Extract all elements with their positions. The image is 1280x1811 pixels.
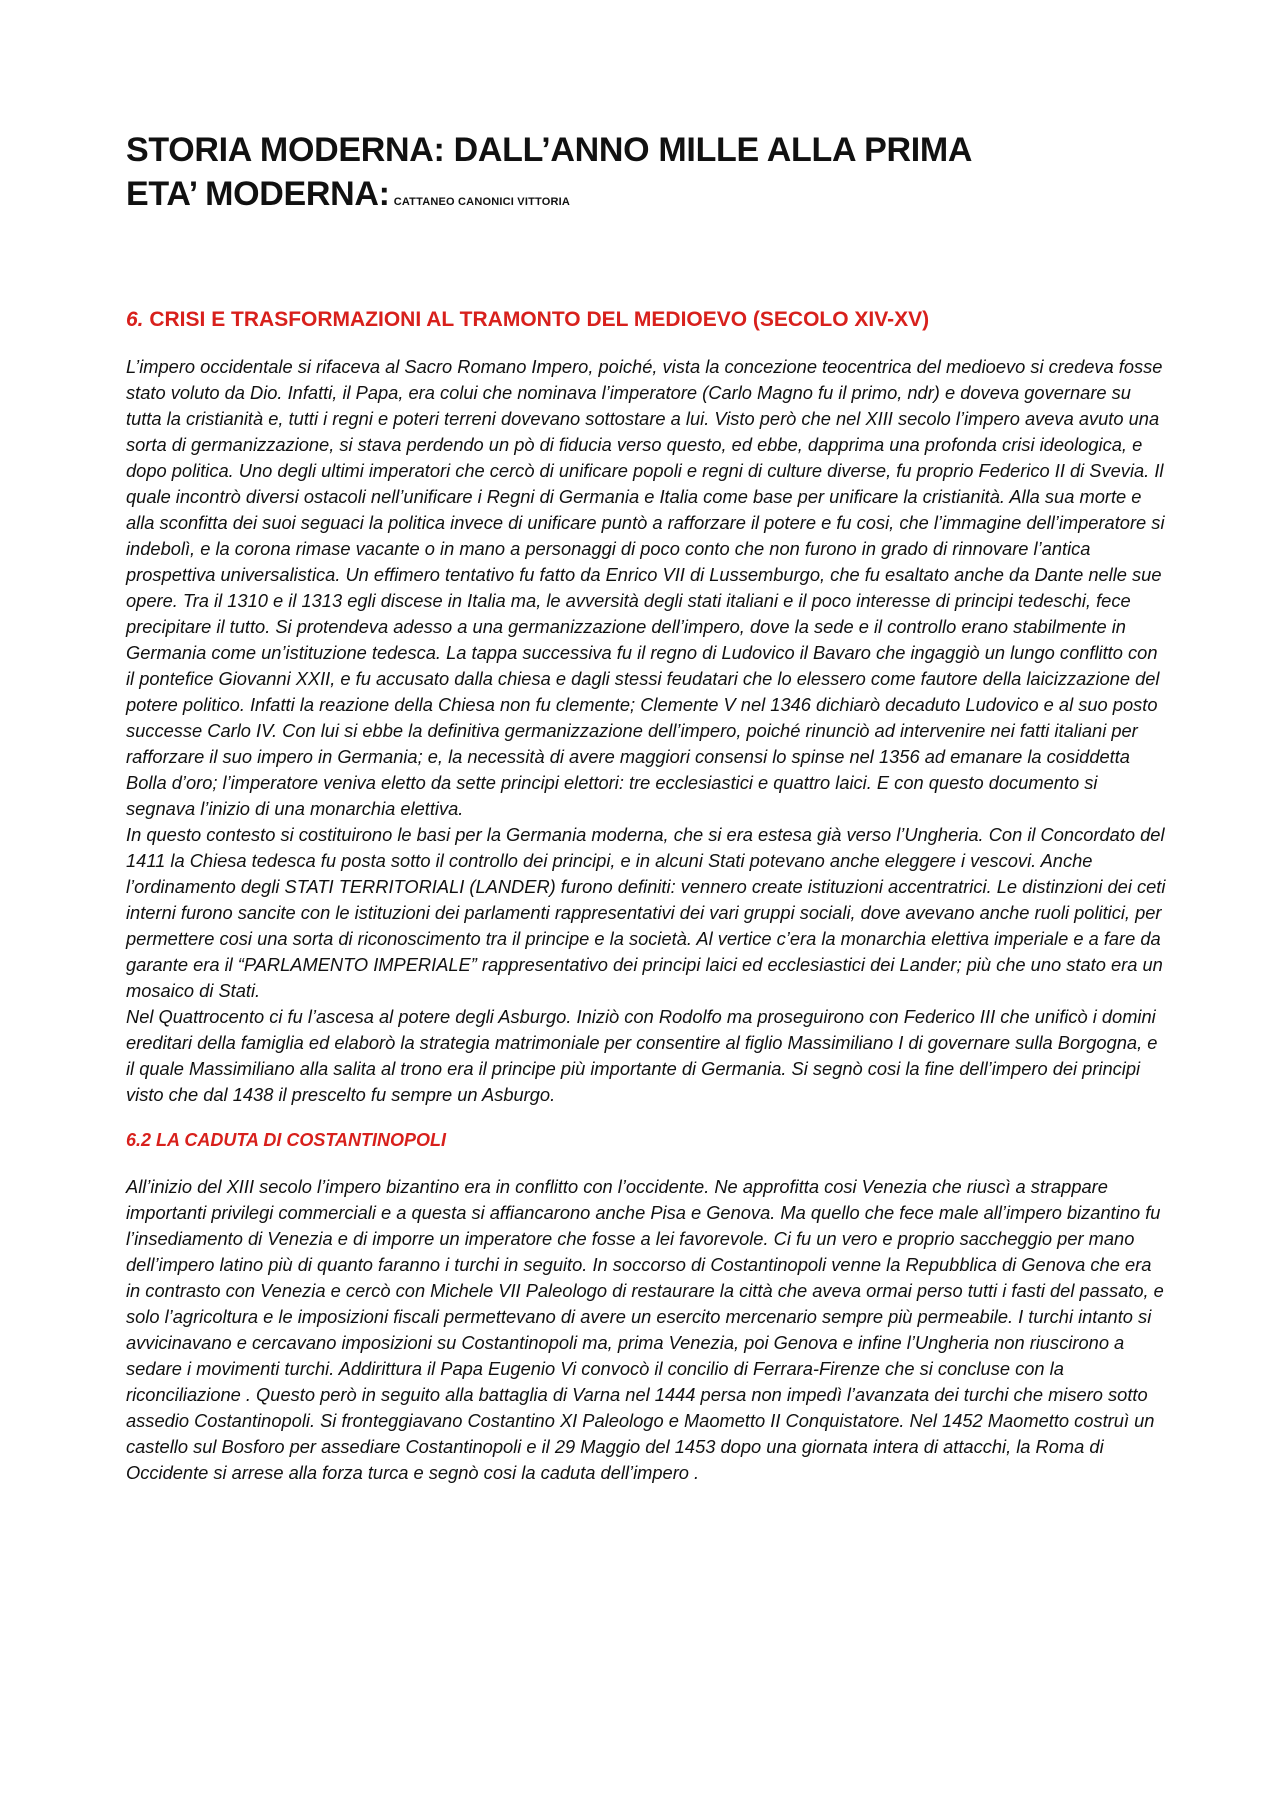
section-number: 6. [126, 308, 144, 331]
section-heading-6 [126, 306, 1168, 334]
section-heading-6-2: 6.2 LA CADUTA DI COSTANTINOPOLI [126, 1130, 447, 1150]
paragraph: L’impero occidentale si rifaceva al Sacro Romano Impero, poiché, vista la concezione teocentrica del medioevo si credeva fosse stato voluto da Dio. Infatti, il Papa, era colui che nominava l’imperatore (Carlo Magno fu il primo, ndr) e doveva governare su tutta la cristianità e, tutti i regni e poteri terreni dovevano sottostare a lui. Visto però che nel XIII secolo l’impero aveva avuto una sorta di germanizzazione, si stava perdendo un pò di fiducia verso questo, ed ebbe, dapprima una profonda crisi ideologica, e dopo politica. Uno degli ultimi imperatori che cercò di unificare popoli e regni di culture diverse, fu proprio Federico II di Svevia. Il quale incontrò diversi ostacoli nell’unificare i Regni di Germania e Italia come base per unificare la cristianità. Alla sua morte e alla sconfitta dei suoi seguaci la politica invece di unificare puntò a rafforzare il potere e fu cosi, che l’immagine dell’imperatore si indebolì, e la corona rimase vacante o in mano a personaggi di poco conto che non furono in grado di rinnovare l’antica prospettiva universalistica. Un effimero tentativo fu fatto da Enrico VII di Lussemburgo, che fu esaltato anche da Dante nelle sue opere. Tra il 1310 e il 1313 egli discese in Italia ma, le avversità degli stati italiani e il poco interesse di principi tedeschi, fece precipitare il tutto. Si protendeva adesso a una germanizzazione dell’impero, dove la sede e il controllo erano stabilmente in Germania come un’istituzione tedesca. La tappa successiva fu il regno di Ludovico il Bavaro che ingaggiò un lungo conflitto con il pontefice Giovanni XXII, e fu accusato dalla chiesa e dagli stessi feudatari che lo elessero come fautore della laicizzazione del potere politico. Infatti la reazione della Chiesa non fu clemente; Clemente V nel 1346 dichiarò decaduto Ludovico e al suo posto successe Carlo IV. Con lui si ebbe la definitiva germanizzazione dell’impero, poiché rinunciò ad intervenire nei fatti italiani per rafforzare il suo impero in Germania; e, la necessità di avere maggiori consensi lo spinse nel 1356 ad emanare la cosiddetta Bolla d’oro; l’imperatore veniva eletto da sette principi elettori: tre ecclesiastici e quattro laici. E con questo documento si segnava l’inizio di una monarchia elettiva. [126, 356, 1165, 819]
paragraph: In questo contesto si costituirono le basi per la Germania moderna, che si era estesa già verso l’Ungheria. Con il Concordato del 1411 la Chiesa tedesca fu posta sotto il controllo dei principi, e in alcuni Stati potevano anche eleggere i vescovi. Anche l’ordinamento degli STATI TERRITORIALI (LANDER) furono definiti: vennero create istituzioni accentratrici. Le distinzioni dei ceti interni furono sancite con le istituzioni dei parlamenti rappresentativi dei vari gruppi sociali, dove avevano anche ruoli politici, per permettere cosi una sorta di riconoscimento tra il principe e la società. Al vertice c’era la monarchia elettiva imperiale e a fare da garante era il “PARLAMENTO IMPERIALE” rappresentativo dei principi laici ed ecclesiastici dei Lander; più che uno stato era un mosaico di Stati. [126, 824, 1166, 1001]
title-line-2: ETA’ MODERNA: [126, 175, 390, 213]
document-title [126, 128, 1168, 224]
document-page [126, 128, 1168, 1486]
section-title: CRISI E TRASFORMAZIONI AL TRAMONTO DEL MEDIOEVO (SECOLO XIV-XV) [143, 308, 930, 331]
paragraph: Nel Quattrocento ci fu l’ascesa al potere degli Asburgo. Iniziò con Rodolfo ma proseguirono con Federico III che unificò i domini ereditari della famiglia ed elaborò la strategia matrimoniale per consentire al figlio Massimiliano I di governare sulla Borgogna, e il quale Massimiliano alla salita al trono era il principe più importante di Germania. Si segnò cosi la fine dell’impero dei principi visto che dal 1438 il prescelto fu sempre un Asburgo. [126, 1006, 1158, 1105]
paragraph: All’inizio del XIII secolo l’impero bizantino era in conflitto con l’occidente. Ne approfitta cosi Venezia che riuscì a strappare importanti privilegi commerciali e a questa si affiancarono anche Pisa e Genova. Ma quello che fece male all’impero bizantino fu l’insediamento di Venezia e di imporre un imperatore che fosse a lei favorevole. Ci fu un vero e proprio saccheggio per mano dell’impero latino più di quanto faranno i turchi in seguito. In soccorso di Costantinopoli venne la Repubblica di Genova che era in contrasto con Venezia e cercò con Michele VII Paleologo di restaurare la città che aveva ormai perso tutti i fasti del passato, e solo l’agricoltura e le imposizioni fiscali permettevano di avere un esercito mercenario sempre più permeabile. I turchi intanto si avvicinavano e cercavano imposizioni su Costantinopoli ma, prima Venezia, poi Genova e infine l’Ungheria non riuscirono a sedare i movimenti turchi. Addirittura il Papa Eugenio Vi convocò il concilio di Ferrara-Firenze che si concluse con la riconciliazione . Questo però in seguito alla battaglia di Varna nel 1444 persa non impedì l’avanzata dei turchi che misero sotto assedio Costantinopoli. Si fronteggiavano Costantino XI Paleologo e Maometto II Conquistatore. Nel 1452 Maometto costruì un castello sul Bosforo per assediare Costantinopoli e il 29 Maggio del 1453 dopo una giornata intera di attacchi, la Roma di Occidente si arrese alla forza turca e segnò cosi la caduta dell’impero . [126, 1176, 1164, 1483]
author-name: CATTANEO CANONICI VITTORIA [393, 196, 571, 208]
title-line-1: STORIA MODERNA: DALL’ANNO MILLE ALLA PRIMA [126, 131, 973, 169]
